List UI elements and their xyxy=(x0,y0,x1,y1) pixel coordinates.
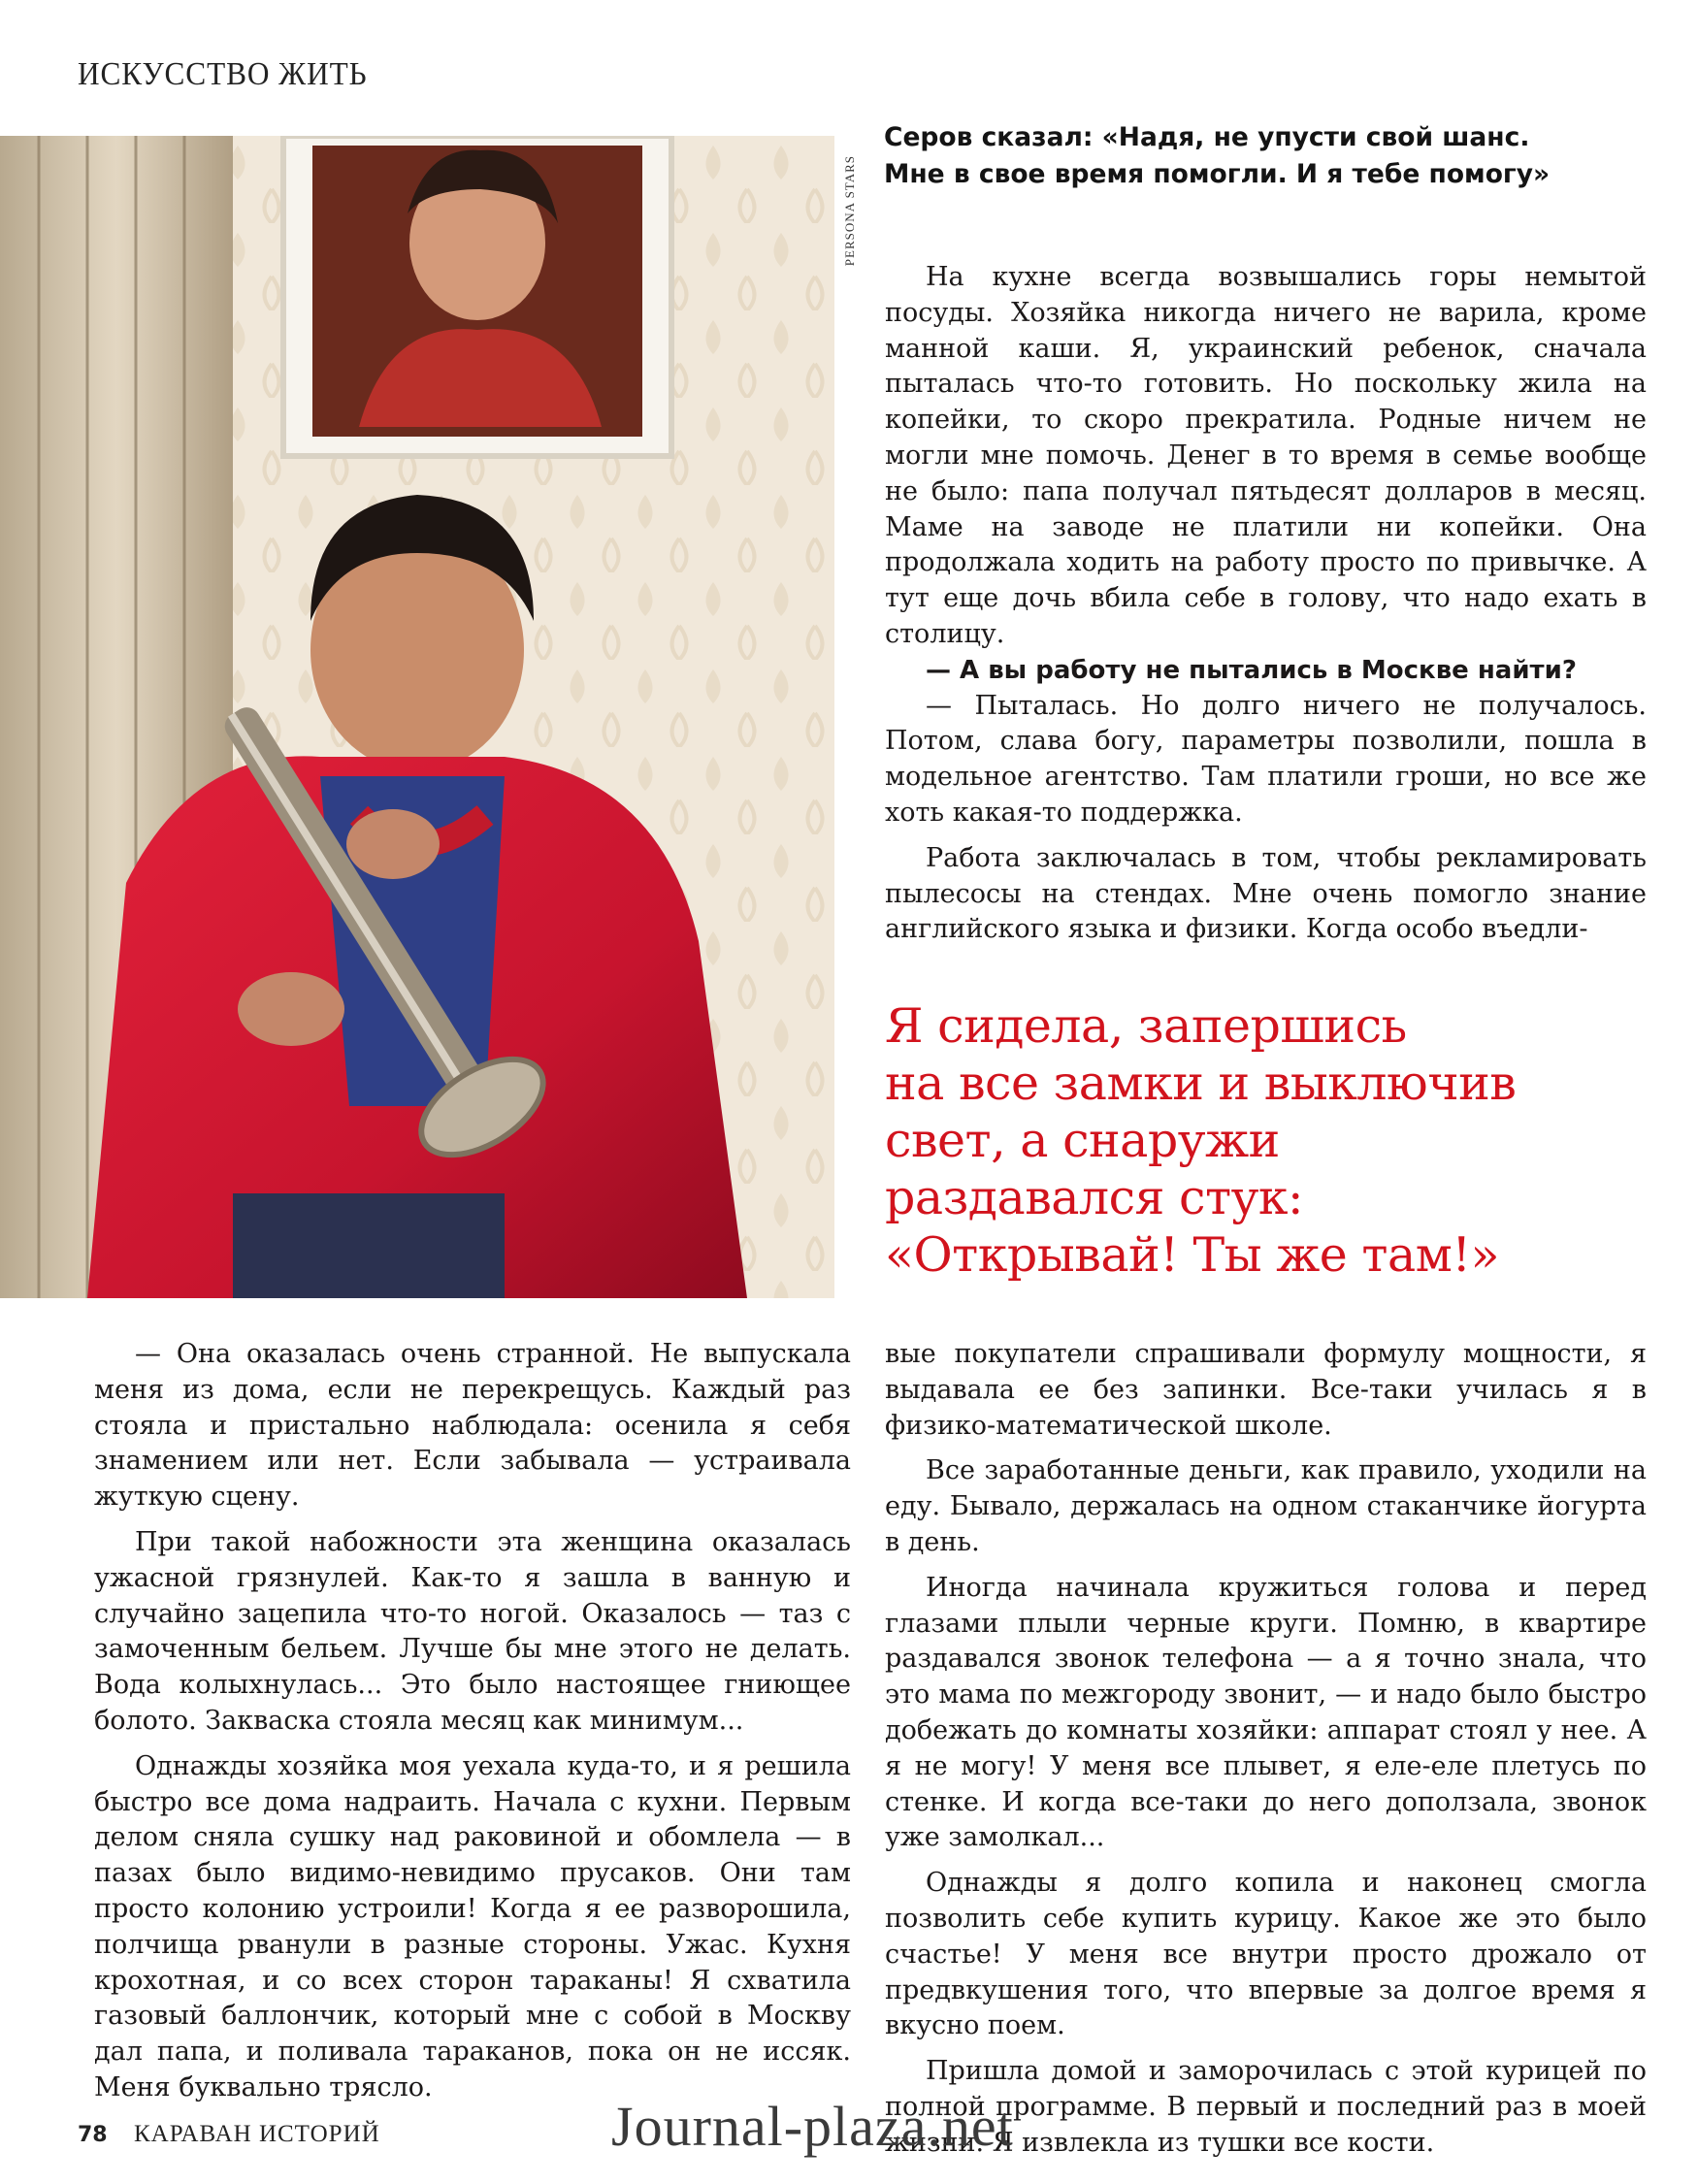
paragraph: Иногда начинала кружиться голова и перед глазами плыли черные круги. Помню, в квартире раздавался звонок телефона — а я точно знала, что это мама по межгороду звонит, — и надо было быстро добежать до комнаты хозяйки: аппарат стоял у нее. А я не могу! У меня все плывет, я еле-еле плетусь по стенке. И когда все-таки до него доползала, звонок уже замолкал... xyxy=(885,1572,1647,1853)
pull-quote-line: Я сидела, запершись xyxy=(885,998,1407,1054)
interview-question: — А вы работу не пытались в Москве найти? xyxy=(926,655,1577,685)
subheading xyxy=(884,119,1660,193)
site-watermark: Journal-plaza.net xyxy=(611,2095,1014,2158)
paragraph: Пришла домой и заморочилась с этой курицей по полной программе. В первый и последний раз в моей жизни. Я извлекла из тушки все кости. xyxy=(885,2056,1647,2158)
pull-quote-line: «Открывай! Ты же там!» xyxy=(885,1227,1499,1283)
paragraph: Однажды хозяйка моя уехала куда-то, и я решила быстро все дома надраить. Начала с кухни. Первым делом сняла сушку над раковиной и обомлела — в пазах было видимо-невидимо прусаков. Они там просто колонию устроили! Когда я ее разворошила, полчища рванули в разные стороны. Ужас. Кухня крохотная, и со всех сторон тараканы! Я схватила газовый баллончик, который мне с собой в Москву дал папа, и поливала тараканов, пока он не иссяк. Меня буквально трясло. xyxy=(94,1750,851,2103)
paragraph: вые покупатели спрашивали формулу мощности, я выдавала ее без запинки. Все-таки училась я в физико-математической школе. xyxy=(885,1339,1647,1441)
left-column-bottom xyxy=(94,1337,851,2106)
pull-quote-line: раздавался стук: xyxy=(885,1170,1304,1225)
paragraph: Однажды я долго копила и наконец смогла позволить себе купить курицу. Какое же это было счастье! У меня все внутри просто дрожало от предвкушения того, что впервые за долгое время я вкусно поем. xyxy=(885,1868,1647,2041)
paragraph: — Она оказалась очень странной. Не выпускала меня из дома, если не перекрещусь. Каждый раз стояла и пристально наблюдала: осенила я себя знамением или нет. Если забывала — устраивала жуткую сцену. xyxy=(94,1339,851,1513)
photo-credit: PERSONA STARS xyxy=(842,155,857,267)
pull-quote-line: на все замки и выключив xyxy=(885,1056,1517,1111)
right-column-bottom xyxy=(885,1337,1647,2162)
page-number: 78 xyxy=(78,2123,108,2147)
paragraph: Все заработанные деньги, как правило, уходили на еду. Бывало, держалась на одном стаканчике йогурта в день. xyxy=(885,1455,1647,1557)
pull-quote xyxy=(885,997,1661,1284)
magazine-name: КАРАВАН ИСТОРИЙ xyxy=(134,2121,380,2147)
subheading-line-2: Мне в свое время помогли. И я тебе помогу» xyxy=(884,159,1551,189)
paragraph: Работа заключалась в том, чтобы рекламировать пылесосы на стендах. Мне очень помогло знание английского языка и физики. Когда особо въедли- xyxy=(885,842,1647,945)
photo-illustration xyxy=(0,136,834,1298)
right-column-top xyxy=(885,260,1647,948)
section-title: ИСКУССТВО ЖИТЬ xyxy=(78,56,368,92)
photo-saxophonist xyxy=(0,136,834,1298)
paragraph: На кухне всегда возвышались горы немытой посуды. Хозяйка никогда ничего не варила, кроме манной каши. Я, украинский ребенок, сначала пыталась что-то готовить. Но поскольку жила на копейки, то скоро прекратила. Родные ничем не могли мне помочь. Денег в то время в семье вообще не было: папа получал пятьдесят долларов в месяц. Маме на заводе не платили ни копейки. Она продолжала ходить на работу просто по привычке. А тут еще дочь вбила себе в голову, что надо ехать в столицу. xyxy=(885,262,1647,649)
paragraph: — Пыталась. Но долго ничего не получалось. Потом, слава богу, параметры позволили, пошла в модельное агентство. Там платили гроши, но все же хоть какая-то поддержка. xyxy=(885,690,1647,828)
paragraph: При такой набожности эта женщина оказалась ужасной грязнулей. Как-то я зашла в ванную и случайно зацепила что-то ногой. Оказалось — таз с замоченным бельем. Лучше бы мне этого не делать. Вода колыхнулась... Это было настоящее гниющее болото. Закваска стояла месяц как минимум... xyxy=(94,1526,851,1736)
subheading-line-1: Серов сказал: «Надя, не упусти свой шанс. xyxy=(884,122,1530,152)
pull-quote-line: свет, а снаружи xyxy=(885,1113,1280,1168)
